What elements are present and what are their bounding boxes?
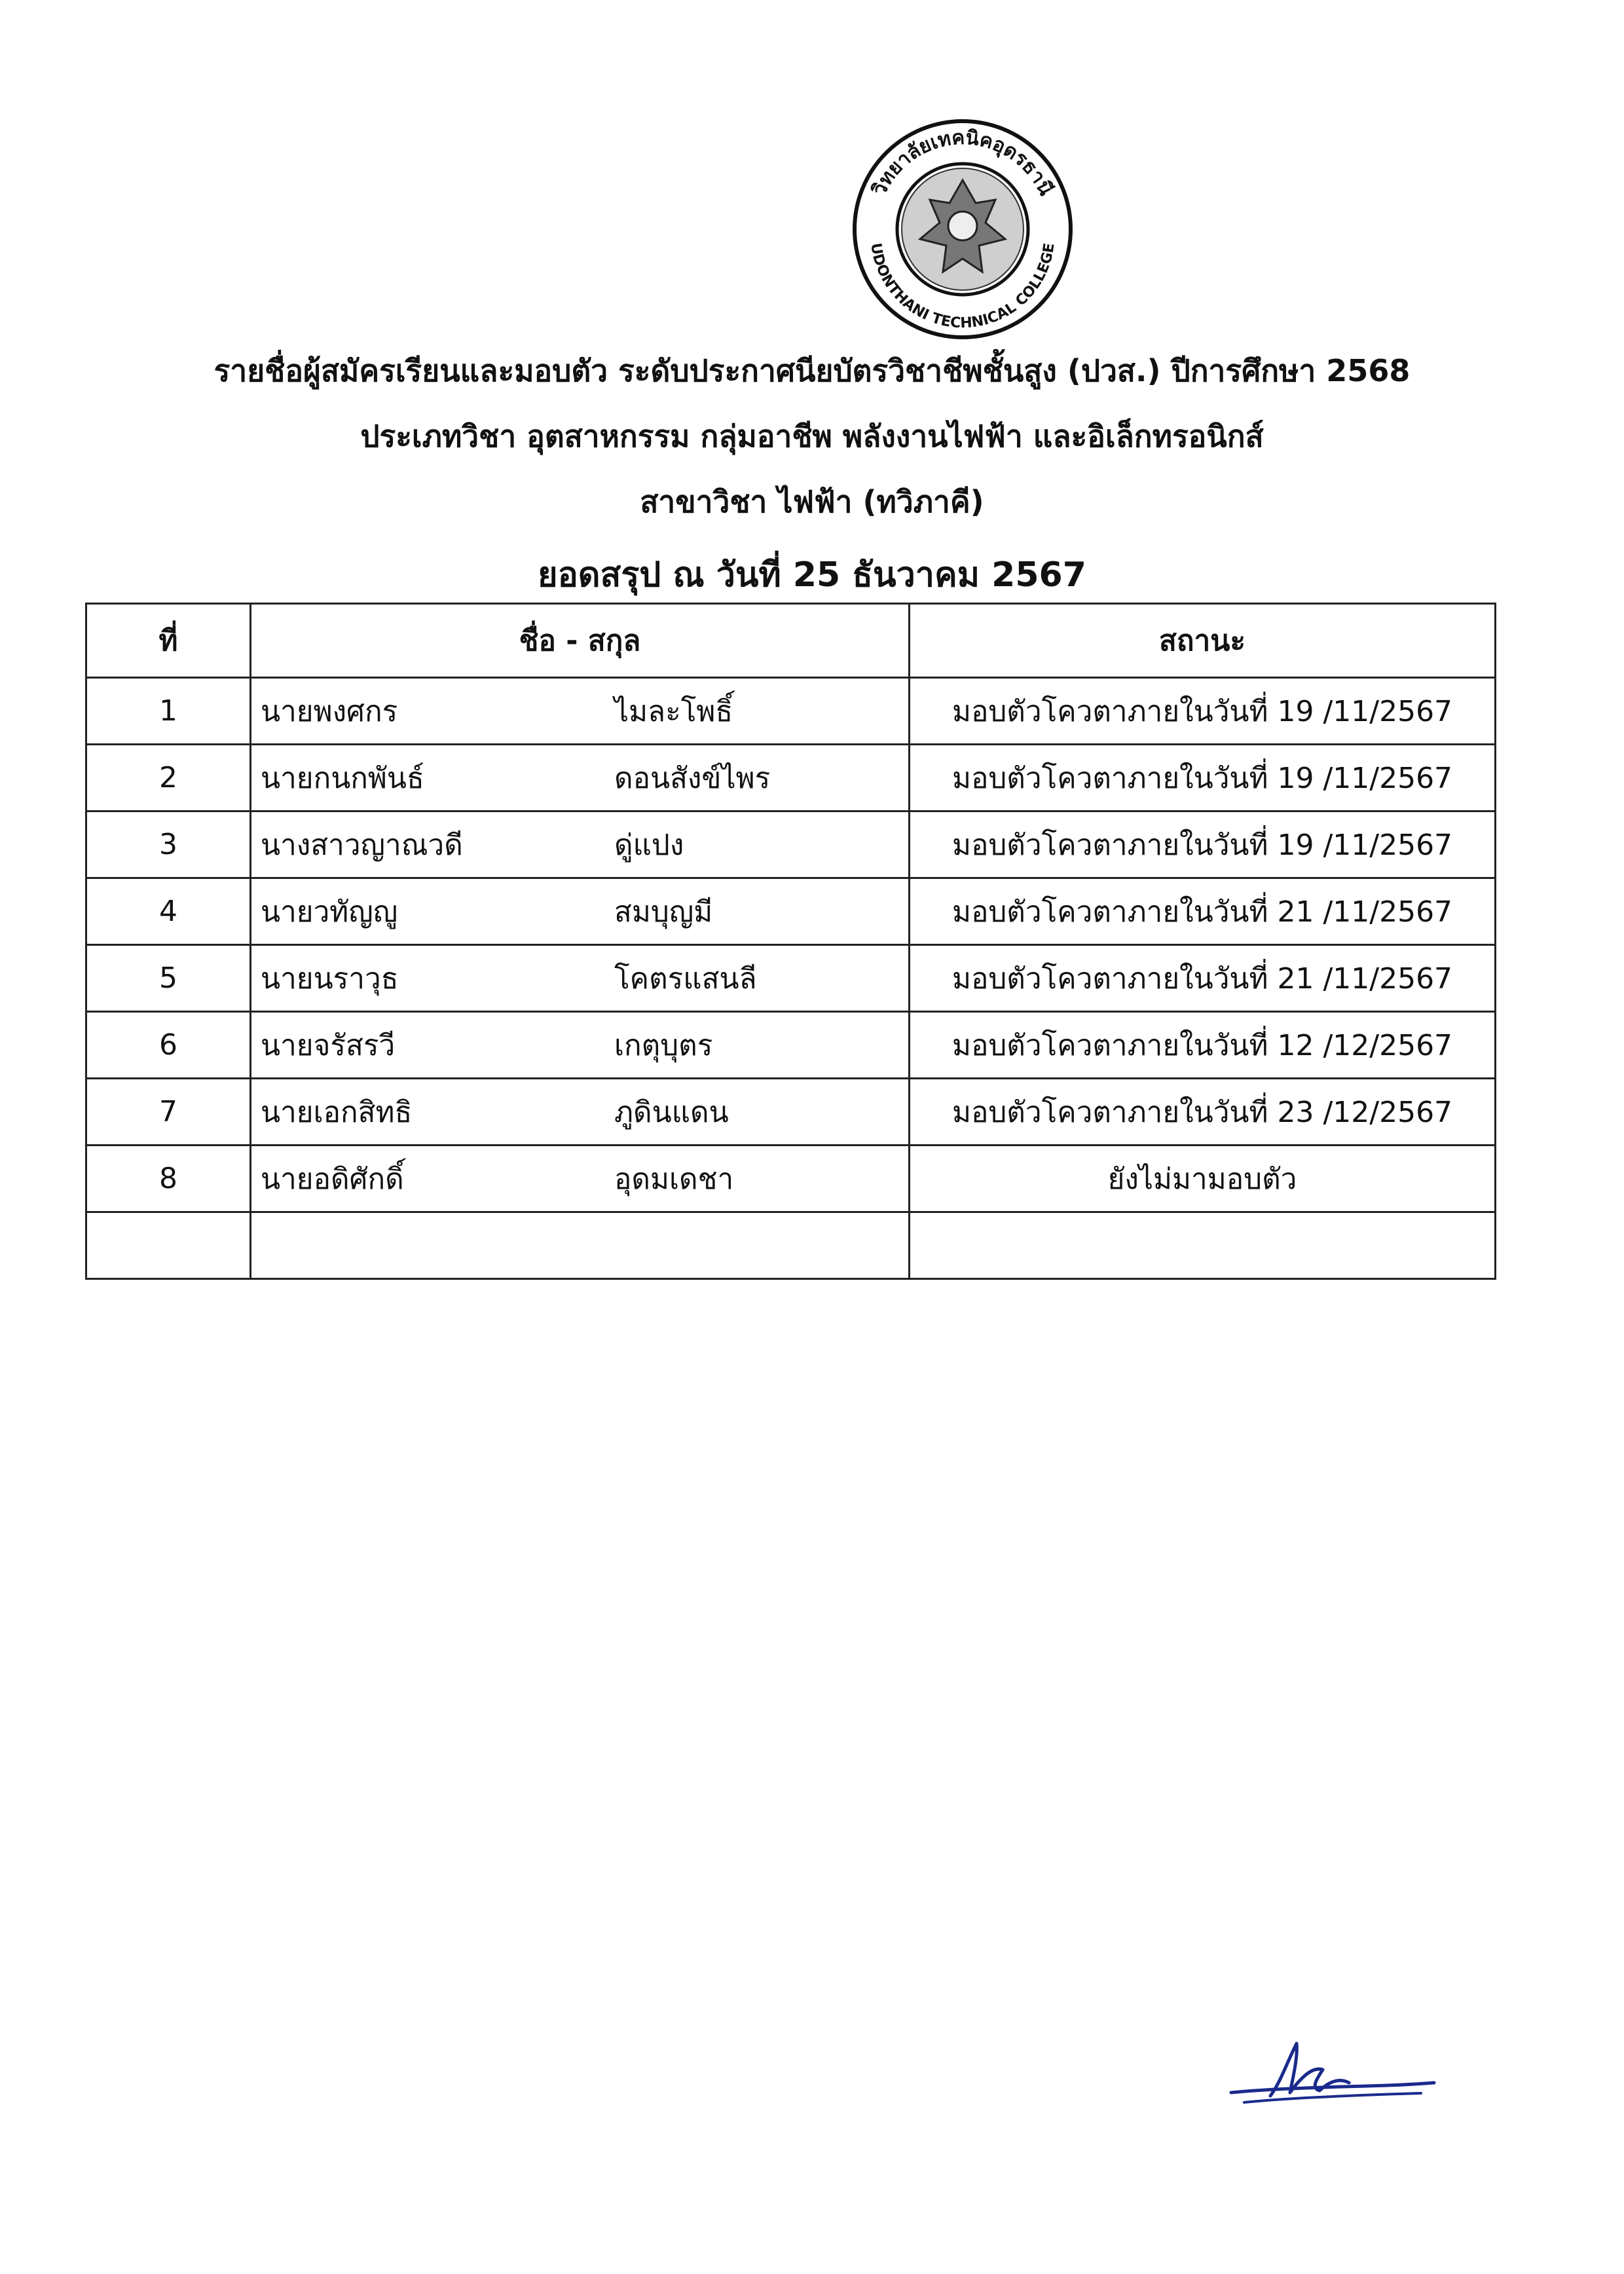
summary-date-line: ยอดสรุป ณ วันที่ 25 ธันวาคม 2567 xyxy=(538,555,1086,595)
name-cell xyxy=(251,745,910,811)
status-cell: มอบตัวโควตาภายในวันที่ 21 /11/2567 xyxy=(910,878,1496,945)
name-cell xyxy=(251,878,910,945)
last-name: เกตุบุตร xyxy=(614,1028,713,1062)
row-number: 4 xyxy=(86,878,251,945)
name-cell xyxy=(251,945,910,1012)
document-title: รายชื่อผู้สมัครเรียนและมอบตัว ระดับประกาศนียบัตรวิชาชีพชั้นสูง (ปวส.) ปีการศึกษา 2568 xyxy=(213,353,1411,388)
row-number: 3 xyxy=(86,811,251,878)
row-number: 1 xyxy=(86,678,251,745)
table-header-row xyxy=(86,604,1496,678)
college-seal-logo xyxy=(845,118,1080,341)
first-name: นายนราวุธ xyxy=(261,961,399,996)
table-row xyxy=(86,945,1496,1012)
status-cell: มอบตัวโควตาภายในวันที่ 12 /12/2567 xyxy=(910,1012,1496,1079)
status-cell: ยังไม่มามอบตัว xyxy=(910,1146,1496,1212)
first-name: นายกนกพันธ์ xyxy=(261,761,424,795)
status-cell: มอบตัวโควตาภายในวันที่ 23 /12/2567 xyxy=(910,1079,1496,1146)
first-name: นางสาวญาณวดี xyxy=(261,828,463,862)
status-cell xyxy=(910,1212,1496,1279)
first-name: นายพงศกร xyxy=(261,694,398,728)
name-cell xyxy=(251,1146,910,1212)
first-name: นายเอกสิทธิ xyxy=(261,1095,413,1129)
status-cell: มอบตัวโควตาภายในวันที่ 19 /11/2567 xyxy=(910,745,1496,811)
last-name: โคตรแสนลี xyxy=(614,961,757,996)
status-cell: มอบตัวโควตาภายในวันที่ 19 /11/2567 xyxy=(910,811,1496,878)
name-cell xyxy=(251,678,910,745)
seal-text-top: วิทยาลัยเทคนิคอุดรธานี xyxy=(868,126,1058,200)
first-name: นายอดิศักดิ์ xyxy=(261,1162,404,1196)
first-name: นายจรัสรวี xyxy=(261,1028,396,1062)
row-number: 2 xyxy=(86,745,251,811)
name-cell xyxy=(251,811,910,878)
status-cell: มอบตัวโควตาภายในวันที่ 21 /11/2567 xyxy=(910,945,1496,1012)
table-row xyxy=(86,1146,1496,1212)
applicant-table xyxy=(85,603,1496,1280)
table-row xyxy=(86,811,1496,878)
last-name: อุดมเดชา xyxy=(614,1162,734,1196)
row-number xyxy=(86,1212,251,1279)
last-name: ภูดินแดน xyxy=(614,1095,729,1129)
table-row xyxy=(86,745,1496,811)
last-name: ดอนสังข์ไพร xyxy=(614,761,771,795)
first-name: นายวทัญญู xyxy=(261,895,398,929)
last-name: ไมละโพธิ์ xyxy=(614,694,733,728)
header-status: สถานะ xyxy=(910,604,1496,678)
name-cell xyxy=(251,1212,910,1279)
table-row xyxy=(86,1079,1496,1146)
program-type-line: ประเภทวิชา อุตสาหกรรม กลุ่มอาชีพ พลังงานไฟฟ้า และอิเล็กทรอนิกส์ xyxy=(360,419,1264,454)
row-number: 8 xyxy=(86,1146,251,1212)
last-name: สมบุญมี xyxy=(614,895,713,929)
name-cell xyxy=(251,1012,910,1079)
major-line: สาขาวิชา ไฟฟ้า (ทวิภาคี) xyxy=(640,484,984,519)
table-row xyxy=(86,1012,1496,1079)
table-row xyxy=(86,878,1496,945)
seal-text-bottom: UDONTHANI TECHNICAL COLLEGE xyxy=(867,242,1058,332)
row-number: 7 xyxy=(86,1079,251,1146)
last-name: ดู่แปง xyxy=(614,828,684,862)
row-number: 6 xyxy=(86,1012,251,1079)
header-number: ที่ xyxy=(86,604,251,678)
table-row xyxy=(86,678,1496,745)
name-cell xyxy=(251,1079,910,1146)
signature xyxy=(1225,2030,1441,2116)
status-cell: มอบตัวโควตาภายในวันที่ 19 /11/2567 xyxy=(910,678,1496,745)
table-row-empty xyxy=(86,1212,1496,1279)
header-name: ชื่อ - สกุล xyxy=(251,604,910,678)
row-number: 5 xyxy=(86,945,251,1012)
